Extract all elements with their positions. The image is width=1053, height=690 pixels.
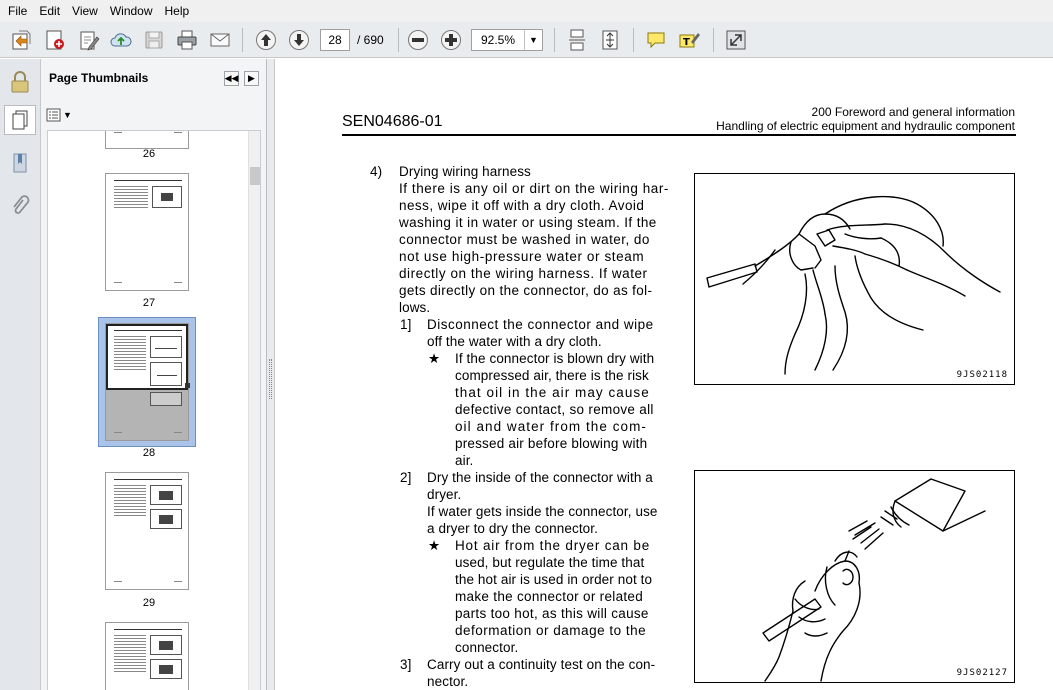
menu-file[interactable]: File [8, 4, 28, 18]
body-line: not use high-pressure water or steam [399, 249, 645, 264]
body-line: directly on the wiring harness. If water [399, 266, 648, 281]
thumbnail-page-27[interactable] [105, 173, 189, 291]
drying-connector-illustration [695, 471, 1014, 682]
body-line: the hot air is used in order not to [455, 572, 653, 587]
print-icon[interactable] [174, 28, 200, 52]
body-line: Dry the inside of the connector with a [427, 470, 653, 485]
next-page-icon[interactable] [286, 28, 312, 52]
body-line: pressed air before blowing with [455, 436, 648, 451]
body-line: used, but regulate the time that [455, 555, 645, 570]
body-line: Hot air from the dryer can be [455, 538, 651, 553]
subsection-title: Handling of electric equipment and hydraulic component [716, 119, 1015, 133]
previous-page-icon[interactable] [253, 28, 279, 52]
thumbnail-label: 27 [142, 297, 156, 309]
thumbnail-scrollbar[interactable] [248, 131, 261, 690]
body-line: defective contact, so remove all [455, 402, 654, 417]
options-menu-icon[interactable]: ▼ [46, 106, 74, 124]
panel-title: Page Thumbnails [49, 71, 149, 85]
doc-id: SEN04686-01 [342, 113, 443, 130]
step-number: 2] [400, 470, 412, 485]
body-line: lows. [399, 300, 431, 315]
body-line: a dryer to dry the connector. [427, 521, 598, 536]
fit-page-icon[interactable] [597, 28, 623, 52]
save-icon[interactable] [141, 28, 167, 52]
edit-document-icon[interactable] [76, 28, 102, 52]
body-line: connector. [455, 640, 519, 655]
document-page[interactable] [276, 59, 1053, 690]
thumbnail-page-26[interactable] [105, 130, 189, 149]
thumbnail-page-28[interactable] [105, 323, 189, 441]
figure-drying-connector [694, 470, 1015, 683]
body-line: that oil in the air may cause [455, 385, 650, 400]
body-line: If the connector is blown dry with [455, 351, 655, 366]
page-total-label: / 690 [357, 33, 384, 47]
comment-icon[interactable] [643, 28, 669, 52]
page-thumbnails-icon[interactable] [4, 105, 36, 135]
attachments-icon[interactable] [4, 191, 36, 221]
body-line: If water gets inside the connector, use [427, 504, 658, 519]
toolbar [0, 22, 1053, 58]
star-bullet: ★ [428, 351, 441, 366]
email-icon[interactable] [207, 28, 233, 52]
zoom-out-icon[interactable] [405, 28, 431, 52]
body-line: off the water with a dry cloth. [427, 334, 602, 349]
figure-wiping-connector [694, 173, 1015, 385]
wiping-connector-illustration [695, 174, 1014, 384]
thumbnail-list[interactable] [47, 130, 261, 690]
step-number: 1] [400, 317, 412, 332]
star-bullet: ★ [428, 538, 441, 553]
thumbnails-panel [41, 59, 267, 690]
body-line: dryer. [427, 487, 462, 502]
full-screen-icon[interactable] [723, 28, 749, 52]
zoom-level-select[interactable] [471, 29, 543, 51]
body-line: ness, wipe it off with a dry cloth. Avoid [399, 198, 645, 213]
body-line: Disconnect the connector and wipe [427, 317, 654, 332]
figure-code: 9JS02118 [956, 370, 1008, 380]
menu-edit[interactable]: Edit [39, 4, 61, 18]
panel-splitter[interactable] [267, 59, 275, 690]
chevron-down-icon[interactable]: ▼ [524, 30, 542, 50]
thumbnail-label: 29 [142, 597, 156, 609]
thumbnail-page-30[interactable] [105, 622, 189, 690]
page-number-input[interactable] [320, 29, 350, 51]
zoom-in-icon[interactable] [438, 28, 464, 52]
body-line: washing it in water or using steam. If the [399, 215, 657, 230]
zoom-level-value: 92.5% [480, 33, 516, 47]
step-number: 3] [400, 657, 412, 672]
body-line: oil and water from the com- [455, 419, 647, 434]
body-line: If there is any oil or dirt on the wiring har- [399, 181, 669, 196]
create-pdf-icon[interactable] [42, 28, 68, 52]
open-file-icon[interactable] [8, 28, 34, 52]
body-line: gets directly on the connector, do as fol- [399, 283, 653, 298]
body-line: deformation or damage to the [455, 623, 647, 638]
body-line: Carry out a continuity test on the con- [427, 657, 656, 672]
item-number: 4) [370, 164, 383, 179]
svg-text:T: T [683, 37, 690, 48]
body-line: connector must be washed in water, do [399, 232, 650, 247]
body-line: air. [455, 453, 474, 468]
thumbnail-resize-handle[interactable] [185, 383, 190, 388]
scrollbar-thumb[interactable] [250, 167, 261, 185]
menu-bar [0, 0, 1053, 22]
menu-help[interactable]: Help [164, 4, 190, 18]
expand-panel-icon[interactable]: ▶ [244, 71, 259, 86]
navigation-rail [0, 59, 41, 690]
thumbnail-page-29[interactable] [105, 472, 189, 590]
upload-cloud-icon[interactable] [108, 28, 134, 52]
highlight-text-icon[interactable] [676, 28, 702, 52]
body-line: parts too hot, as this will cause [455, 606, 649, 621]
body-line: compressed air, there is the risk [455, 368, 649, 383]
menu-window[interactable]: Window [109, 4, 153, 18]
scrolling-mode-icon[interactable] [564, 28, 590, 52]
item-heading: Drying wiring harness [399, 164, 531, 179]
body-line: nector. [427, 674, 469, 689]
header-rule [342, 134, 1016, 136]
figure-code: 9JS02127 [956, 668, 1008, 678]
thumbnail-label: 26 [142, 148, 156, 160]
body-line: make the connector or related [455, 589, 644, 604]
collapse-panel-icon[interactable]: ◀◀ [224, 71, 239, 86]
section-title: 200 Foreword and general information [811, 105, 1015, 119]
menu-view[interactable]: View [72, 4, 98, 18]
lock-icon[interactable] [4, 67, 36, 97]
thumbnail-label: 28 [142, 447, 156, 459]
bookmarks-icon[interactable] [4, 149, 36, 179]
